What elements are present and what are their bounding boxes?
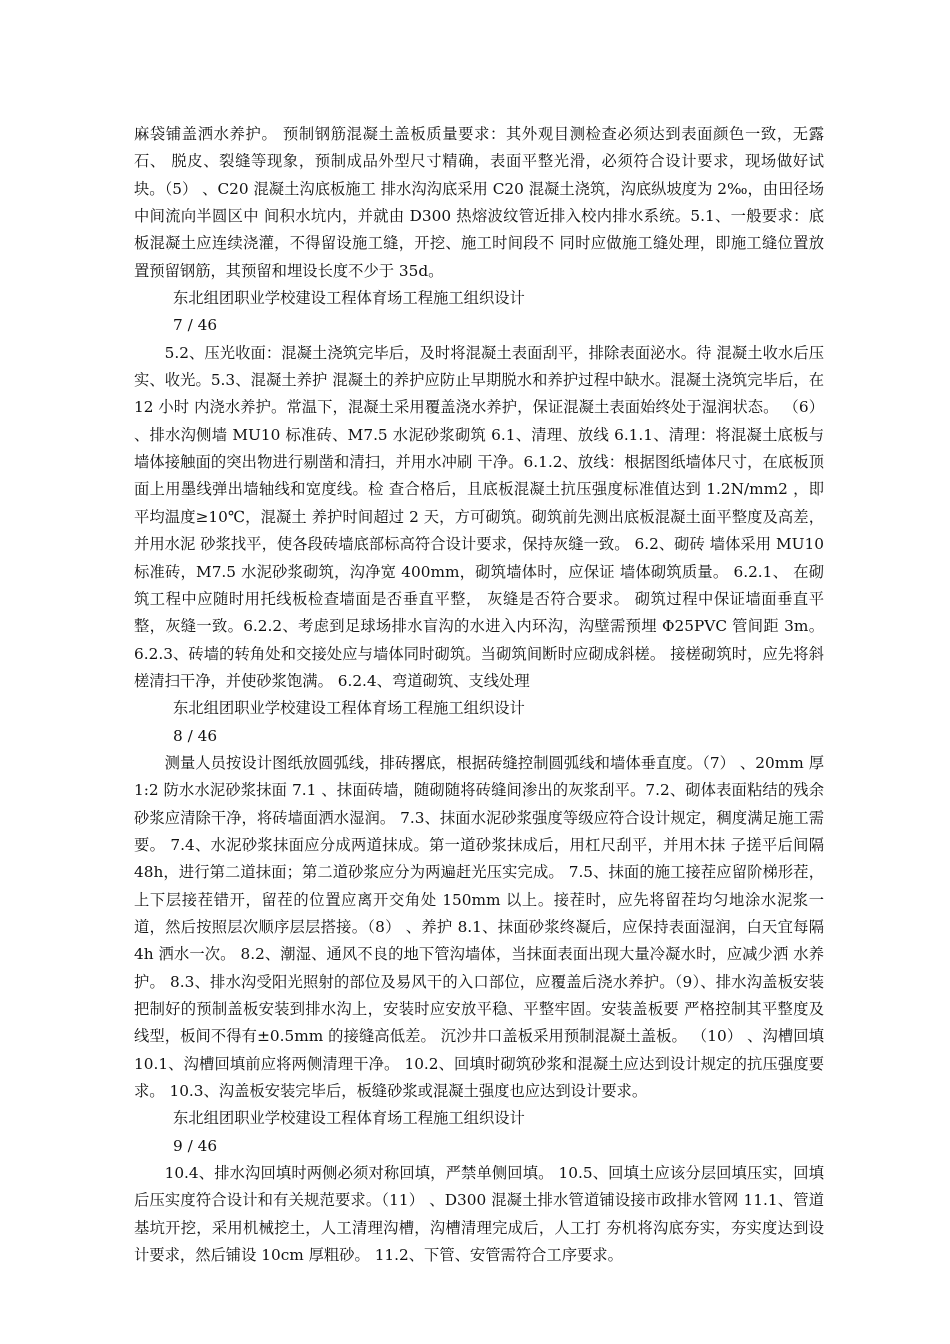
running-header-title: 东北组团职业学校建设工程体育场工程施工组织设计 [173,1109,525,1128]
running-header-title: 东北组团职业学校建设工程体育场工程施工组织设计 [173,699,525,718]
running-header-title: 东北组团职业学校建设工程体育场工程施工组织设计 [173,289,525,308]
page-number: 8 / 46 [173,726,218,745]
paragraph-masonry-wall: 5.2、压光收面：混凝土浇筑完毕后，及时将混凝土表面刮平，排除表面泌水。待 混凝土收水后压实、收光。5.3、混凝土养护 混凝土的养护应防止早期脱水和养护过程中缺水。混凝土浇筑完毕后，在 12 小时 内浇水养护。常温下，混凝土采用覆盖浇水养护，保证混凝土表面始终处于湿润状态。 （6） 、排水沟侧墙 MU10 标准砖、M7.5 水泥砂浆砌筑 6.1、清理、放线 6.1.1、清理：将混凝土底板与墙体接触面的突出物进行剔凿和清扫，并用水冲刷 干净。6.1.2、放线：根据图纸墙体尺寸，在底板顶面上用墨线弹出墙轴线和宽度线。检 查合格后，且底板混凝土抗压强度标准值达到 1.2N/mm2 ，即平均温度≥10℃，混凝土 养护时间超过 2 天，方可砌筑。砌筑前先测出底板混凝土面平整度及高差，并用水泥 砂浆找平，使各段砖墙底部标高符合设计要求，保持灰缝一致。 6.2、砌砖 墙体采用 MU10 标准砖，M7.5 水泥砂浆砌筑，沟净宽 400mm，砌筑墙体时，应保证 墙体砌筑质量。 6.2.1、 在砌筑工程中应随时用托线板检查墙面是否垂直平整， 灰缝是否符合要求。 砌筑过程中保证墙面垂直平整，灰缝一致。6.2.2、考虑到足球场排水盲沟的水进入内环沟，沟壁需预埋 Φ25PVC 管间距 3m。 6.2.3、砖墙的转角处和交接处应与墙体同时砌筑。当砌筑间断时应砌成斜槎。 接槎砌筑时，应先将斜槎清扫干净，并使砂浆饱满。 6.2.4、弯道砌筑、支线处理 [134,343,824,690]
page-number: 9 / 46 [173,1136,218,1155]
paragraph-plastering-and-backfill: 测量人员按设计图纸放圆弧线，排砖撂底，根据砖缝控制圆弧线和墙体垂直度。（7） 、20mm 厚 1:2 防水水泥砂浆抹面 7.1 、抹面砖墙，随砌随将砖缝间渗出的灰浆刮平。7.2、砌体表面粘结的残余砂浆应清除干净，将砖墙面洒水湿润。 7.3、抹面水泥砂浆强度等级应符合设计规定，稠度满足施工需要。 7.4、水泥砂浆抹面应分成两道抹成。第一道砂浆抹成后，用杠尺刮平，并用木抹 子搓平后间隔 48h，进行第二道抹面；第二道砂浆应分为两遍赶光压实完成。 7.5、抹面的施工接茬应留阶梯形茬，上下层接茬错开，留茬的位置应离开交角处 150mm 以上。接茬时，应先将留茬均匀地涂水泥浆一道，然后按照层次顺序层层搭接。（8） 、养护 8.1、抹面砂浆终凝后，应保持表面湿润，白天宜每隔 4h 洒水一次。 8.2、潮湿、通风不良的地下管沟墙体，当抹面表面出现大量冷凝水时，应减少洒 水养护。 8.3、排水沟受阳光照射的部位及易风干的入口部位，应覆盖后浇水养护。（9）、排水沟盖板安装 把制好的预制盖板安装到排水沟上，安装时应安放平稳、平整牢固。安装盖板要 严格控制其平整度及线型，板间不得有±0.5mm 的接缝高低差。 沉沙井口盖板采用预制混凝土盖板。 （10） 、沟槽回填 10.1、沟槽回填前应将两侧清理干净。 10.2、回填时砌筑砂浆和混凝土应达到设计规定的抗压强度要求。 10.3、沟盖板安装完毕后，板缝砂浆或混凝土强度也应达到设计要求。 [134,753,824,1101]
page-number: 7 / 46 [173,316,218,335]
paragraph-pipe-laying: 10.4、排水沟回填时两侧必须对称回填，严禁单侧回填。 10.5、回填土应该分层回填压实，回填后压实度符合设计和有关规范要求。（11） 、D300 混凝土排水管道铺设接市政排水管网 11.1、管道基坑开挖，采用机械挖土，人工清理沟槽，沟槽清理完成后，人工打 夯机将沟底夯实，夯实度达到设计要求，然后铺设 10cm 厚粗砂。 11.2、下管、安管需符合工序要求。 [134,1164,824,1265]
document-body [134,121,824,1269]
paragraph-drainage-cover-slab: 麻袋铺盖洒水养护。 预制钢筋混凝土盖板质量要求：其外观目测检查必须达到表面颜色一致，无露石、 脱皮、裂缝等现象，预制成品外型尺寸精确，表面平整光滑，必须符合设计要求，现场做好试块。（5） 、C20 混凝土沟底板施工 排水沟沟底采用 C20 混凝土浇筑，沟底纵坡度为 2‰，由田径场中间流向半圆区中 间积水坑内，并就由 D300 热熔波纹管近排入校内排水系统。5.1、一般要求：底板混凝土应连续浇灌，不得留设施工缝，开挖、施工时间段不 同时应做施工缝处理，即施工缝位置放置预留钢筋，其预留和埋设长度不少于 35d。 [134,125,824,280]
